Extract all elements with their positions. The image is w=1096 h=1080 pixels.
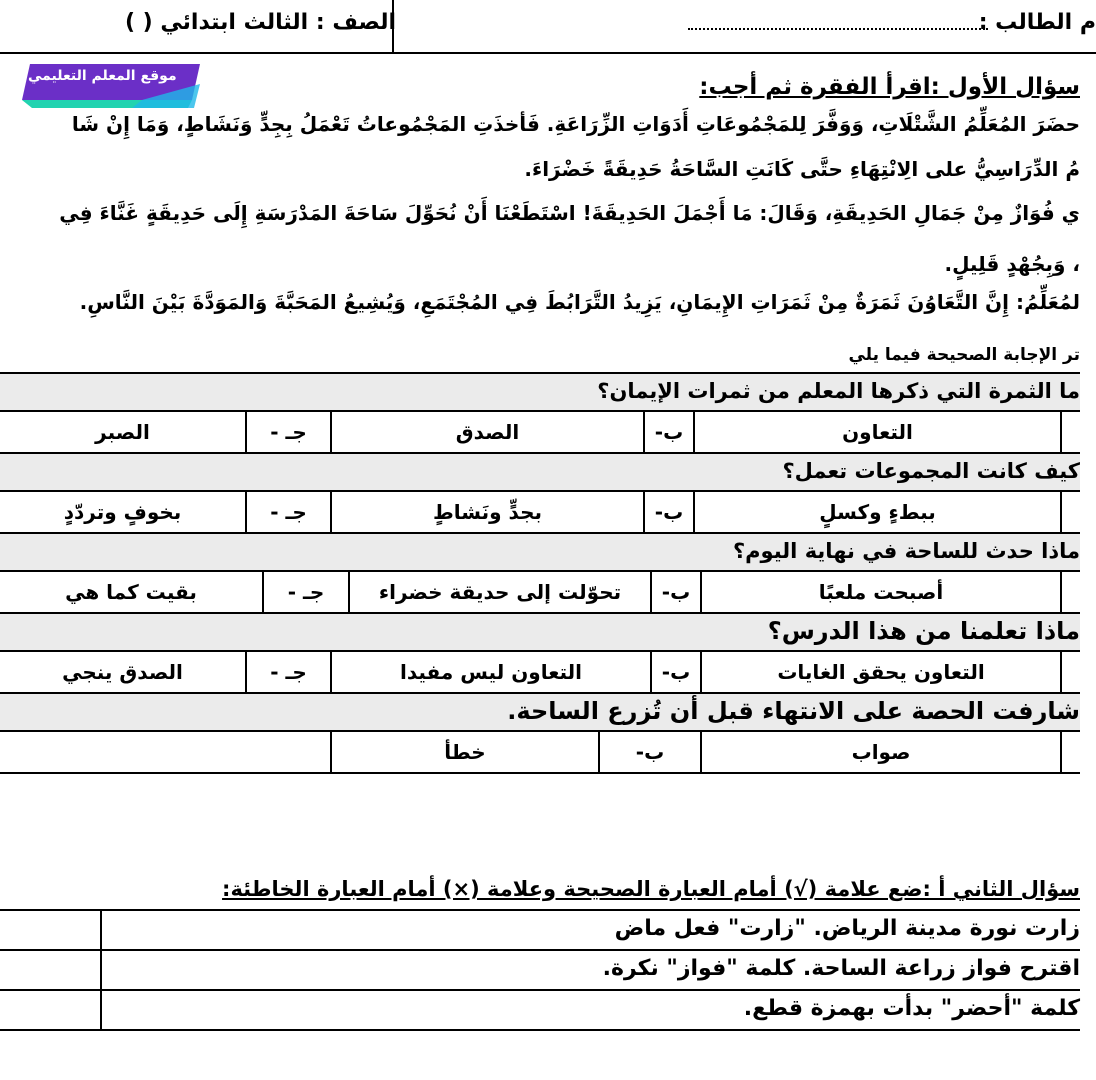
option-c-letter: جـ - <box>245 412 330 452</box>
option-b[interactable]: بجدٍّ ونَشاطٍ <box>330 492 643 532</box>
option-c[interactable]: بقيت كما هي <box>65 580 197 604</box>
question-one-title: سؤال الأول :اقرأ الفقرة ثم أجب: <box>699 74 1080 100</box>
empty-cell <box>0 732 330 772</box>
option-a-letter-cell[interactable] <box>1060 652 1080 692</box>
student-name-label: م الطالب : <box>978 10 1096 35</box>
header-box <box>0 0 1096 54</box>
option-b[interactable]: التعاون ليس مفيدا <box>330 652 650 692</box>
mcq-table <box>0 372 1080 774</box>
mcq-question: ما الثمرة التي ذكرها المعلم من ثمرات الإيمان؟ <box>0 372 1080 412</box>
option-a[interactable]: صواب <box>700 732 1060 772</box>
option-c-letter: جـ - <box>245 652 330 692</box>
option-a[interactable]: التعاون <box>693 412 1060 452</box>
option-c[interactable]: الصبر <box>95 420 150 444</box>
answer-column-divider <box>100 911 102 949</box>
option-b[interactable]: تحوّلت إلى حديقة خضراء <box>348 572 650 612</box>
answer-column-divider <box>100 951 102 989</box>
answer-column-divider <box>100 991 102 1029</box>
option-b-letter: ب- <box>598 732 700 772</box>
option-b[interactable]: خطأ <box>330 732 598 772</box>
mcq-options-row <box>0 412 1080 452</box>
option-a[interactable]: التعاون يحقق الغايات <box>700 652 1060 692</box>
option-b-letter: ب- <box>643 412 693 452</box>
statement-text: كلمة "أحضر" بدأت بهمزة قطع. <box>743 996 1080 1021</box>
true-false-row <box>0 989 1080 1031</box>
option-b[interactable]: الصدق <box>330 412 643 452</box>
true-false-row <box>0 949 1080 989</box>
paragraph-line: ي فُوَازٌ مِنْ جَمَالِ الحَدِيقَةِ، وَقَالَ: مَا أَجْمَلَ الحَدِيقَةَ! اسْتَطَعْنَا أَنْ نُحَوِّلَ سَاحَةَ المَدْرَسَةِ إِلَى حَدِيقَةٍ غَنَّاءَ فِي <box>59 201 1080 225</box>
paragraph-line: لمُعَلِّمُ: إِنَّ التَّعَاوُنَ ثَمَرَةٌ مِنْ ثَمَرَاتِ الإِيمَانِ، يَزِيدُ التَّرَابُطَ فِي المُجْتَمَعِ، وَيُشِيعُ المَحَبَّةَ وَالمَوَدَّةَ بَيْنَ النَّاسِ. <box>79 290 1080 314</box>
mcq-options-row <box>0 732 1080 774</box>
option-c[interactable]: بخوفٍ وتردّدٍ <box>63 500 182 524</box>
mcq-options-row <box>0 492 1080 532</box>
option-b-letter: ب- <box>650 652 700 692</box>
option-c-letter: جـ - <box>245 492 330 532</box>
option-a-letter-cell[interactable] <box>1060 412 1080 452</box>
statement-text: زارت نورة مدينة الرياض. "زارت" فعل ماض <box>614 916 1080 941</box>
option-a-letter-cell[interactable] <box>1060 572 1080 612</box>
paragraph-line: ، وَبِجُهْدٍ قَلِيلٍ. <box>944 252 1080 276</box>
mcq-question: ماذا تعلمنا من هذا الدرس؟ <box>0 612 1080 652</box>
student-name-line[interactable] <box>688 28 988 30</box>
option-a-letter-cell[interactable] <box>1060 732 1080 772</box>
true-false-row <box>0 909 1080 949</box>
question-two-title: سؤال الثاني أ :ضع علامة (√) أمام العبارة الصحيحة وعلامة (×) أمام العبارة الخاطئة: <box>222 877 1080 901</box>
mcq-question: شارفت الحصة على الانتهاء قبل أن تُزرع الساحة. <box>0 692 1080 732</box>
choose-instruction: تر الإجابة الصحيحة فيما يلي <box>848 345 1080 365</box>
option-a[interactable]: أصبحت ملعبًا <box>700 572 1060 612</box>
option-b-letter: ب- <box>643 492 693 532</box>
option-c[interactable]: الصدق ينجي <box>62 660 183 684</box>
mcq-question: ماذا حدث للساحة في نهاية اليوم؟ <box>0 532 1080 572</box>
paragraph-line: مُ الدِّرَاسِيُّ على الِانْتِهَاءِ حتَّى كَانَتِ السَّاحَةُ حَدِيقَةً خَضْرَاءَ. <box>524 157 1080 181</box>
mcq-options-row <box>0 572 1080 612</box>
true-false-table <box>0 909 1080 1031</box>
option-a-letter-cell[interactable] <box>1060 492 1080 532</box>
logo-text: موقع المعلم التعليمي <box>28 68 177 84</box>
mcq-options-row <box>0 652 1080 692</box>
option-b-letter: ب- <box>650 572 700 612</box>
statement-text: اقترح فواز زراعة الساحة. كلمة "فواز" نكرة. <box>602 956 1080 981</box>
paragraph-line: حضَرَ المُعَلِّمُ الشَّتْلَاتِ، وَوَفَّرَ لِلمَجْمُوعَاتِ أَدَوَاتِ الزِّرَاعَةِ. فَأخذَتِ المَجْمُوعاتُ تَعْمَلُ بِجِدٍّ وَنَشَاطٍ، وَمَا إِنْ شَا <box>71 112 1080 136</box>
option-a[interactable]: ببطءٍ وكسلٍ <box>693 492 1060 532</box>
class-label: الصف : الثالث ابتدائي ( ) <box>124 10 396 35</box>
mcq-question: كيف كانت المجموعات تعمل؟ <box>0 452 1080 492</box>
option-c-letter: جـ - <box>262 572 348 612</box>
